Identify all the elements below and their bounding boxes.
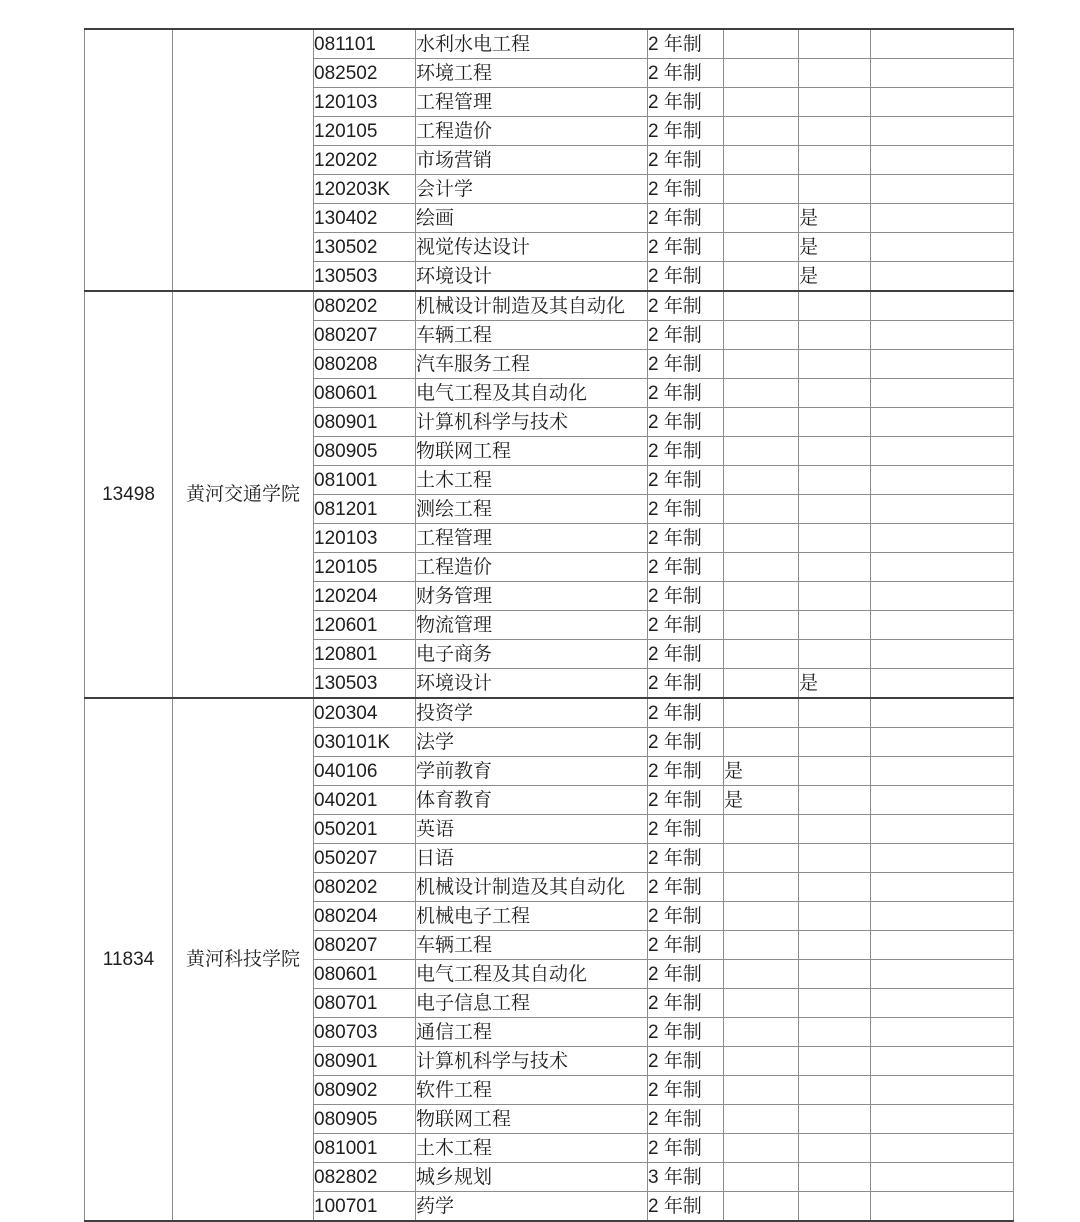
- duration-cell: 2 年制: [648, 88, 724, 117]
- major-name-cell: 土木工程: [416, 1134, 648, 1163]
- major-name-cell: 会计学: [416, 175, 648, 204]
- major-name-cell: 软件工程: [416, 1076, 648, 1105]
- remark-cell: [871, 466, 1014, 495]
- duration-cell: 2 年制: [648, 175, 724, 204]
- major-name-cell: 机械设计制造及其自动化: [416, 291, 648, 321]
- major-name-cell: 英语: [416, 815, 648, 844]
- remark-cell: [871, 553, 1014, 582]
- major-code-cell: 080902: [314, 1076, 416, 1105]
- major-name-cell: 电子商务: [416, 640, 648, 669]
- duration-cell: 2 年制: [648, 873, 724, 902]
- flag-a-cell: [724, 466, 799, 495]
- flag-b-cell: [799, 1163, 871, 1192]
- remark-cell: [871, 408, 1014, 437]
- duration-cell: 2 年制: [648, 698, 724, 728]
- remark-cell: [871, 669, 1014, 699]
- flag-b-cell: [799, 175, 871, 204]
- major-name-cell: 车辆工程: [416, 931, 648, 960]
- major-code-cell: 120105: [314, 117, 416, 146]
- remark-cell: [871, 321, 1014, 350]
- remark-cell: [871, 495, 1014, 524]
- remark-cell: [871, 350, 1014, 379]
- major-name-cell: 通信工程: [416, 1018, 648, 1047]
- major-code-cell: 030101K: [314, 728, 416, 757]
- major-name-cell: 汽车服务工程: [416, 350, 648, 379]
- flag-a-cell: [724, 931, 799, 960]
- major-name-cell: 法学: [416, 728, 648, 757]
- major-code-cell: 080204: [314, 902, 416, 931]
- duration-cell: 2 年制: [648, 815, 724, 844]
- duration-cell: 2 年制: [648, 321, 724, 350]
- remark-cell: [871, 1192, 1014, 1222]
- flag-a-cell: [724, 262, 799, 292]
- major-name-cell: 土木工程: [416, 466, 648, 495]
- duration-cell: 2 年制: [648, 291, 724, 321]
- duration-cell: 2 年制: [648, 1018, 724, 1047]
- duration-cell: 2 年制: [648, 524, 724, 553]
- major-name-cell: 水利水电工程: [416, 29, 648, 59]
- major-code-cell: 100701: [314, 1192, 416, 1222]
- flag-b-cell: 是: [799, 262, 871, 292]
- remark-cell: [871, 844, 1014, 873]
- major-name-cell: 环境设计: [416, 262, 648, 292]
- major-code-cell: 120203K: [314, 175, 416, 204]
- major-code-cell: 080601: [314, 960, 416, 989]
- flag-b-cell: [799, 466, 871, 495]
- duration-cell: 2 年制: [648, 495, 724, 524]
- duration-cell: 2 年制: [648, 379, 724, 408]
- flag-a-cell: [724, 728, 799, 757]
- remark-cell: [871, 873, 1014, 902]
- major-name-cell: 机械电子工程: [416, 902, 648, 931]
- major-code-cell: 080207: [314, 931, 416, 960]
- flag-a-cell: [724, 989, 799, 1018]
- flag-a-cell: [724, 582, 799, 611]
- duration-cell: 2 年制: [648, 437, 724, 466]
- remark-cell: [871, 611, 1014, 640]
- major-code-cell: 120103: [314, 524, 416, 553]
- major-name-cell: 物联网工程: [416, 1105, 648, 1134]
- duration-cell: 2 年制: [648, 1192, 724, 1222]
- major-name-cell: 体育教育: [416, 786, 648, 815]
- flag-a-cell: [724, 669, 799, 699]
- flag-b-cell: [799, 1018, 871, 1047]
- flag-a-cell: [724, 553, 799, 582]
- remark-cell: [871, 1018, 1014, 1047]
- major-code-cell: 081101: [314, 29, 416, 59]
- school-name-cell: [173, 29, 314, 291]
- flag-a-cell: [724, 495, 799, 524]
- flag-a-cell: [724, 379, 799, 408]
- major-name-cell: 环境设计: [416, 669, 648, 699]
- major-code-cell: 130503: [314, 669, 416, 699]
- duration-cell: 2 年制: [648, 1105, 724, 1134]
- flag-a-cell: [724, 437, 799, 466]
- duration-cell: 2 年制: [648, 59, 724, 88]
- flag-b-cell: [799, 815, 871, 844]
- remark-cell: [871, 204, 1014, 233]
- flag-b-cell: [799, 495, 871, 524]
- major-name-cell: 日语: [416, 844, 648, 873]
- duration-cell: 2 年制: [648, 960, 724, 989]
- flag-b-cell: [799, 29, 871, 59]
- flag-a-cell: [724, 204, 799, 233]
- major-name-cell: 电气工程及其自动化: [416, 960, 648, 989]
- major-code-cell: 080202: [314, 291, 416, 321]
- flag-a-cell: [724, 321, 799, 350]
- major-code-cell: 082802: [314, 1163, 416, 1192]
- duration-cell: 2 年制: [648, 1134, 724, 1163]
- flag-b-cell: [799, 611, 871, 640]
- school-code-cell: [85, 29, 173, 291]
- flag-a-cell: [724, 1105, 799, 1134]
- document-sheet: [84, 28, 1014, 1222]
- flag-b-cell: [799, 582, 871, 611]
- major-name-cell: 测绘工程: [416, 495, 648, 524]
- remark-cell: [871, 233, 1014, 262]
- remark-cell: [871, 931, 1014, 960]
- major-code-cell: 081201: [314, 495, 416, 524]
- flag-a-cell: [724, 233, 799, 262]
- major-name-cell: 工程管理: [416, 88, 648, 117]
- remark-cell: [871, 902, 1014, 931]
- duration-cell: 3 年制: [648, 1163, 724, 1192]
- flag-a-cell: [724, 815, 799, 844]
- flag-b-cell: [799, 931, 871, 960]
- major-name-cell: 机械设计制造及其自动化: [416, 873, 648, 902]
- flag-b-cell: [799, 960, 871, 989]
- school-code-cell: 11834: [85, 698, 173, 1221]
- duration-cell: 2 年制: [648, 757, 724, 786]
- remark-cell: [871, 524, 1014, 553]
- duration-cell: 2 年制: [648, 262, 724, 292]
- remark-cell: [871, 88, 1014, 117]
- major-code-cell: 080905: [314, 1105, 416, 1134]
- major-name-cell: 投资学: [416, 698, 648, 728]
- remark-cell: [871, 1163, 1014, 1192]
- major-code-cell: 130503: [314, 262, 416, 292]
- flag-b-cell: [799, 844, 871, 873]
- major-name-cell: 药学: [416, 1192, 648, 1222]
- major-code-cell: 120601: [314, 611, 416, 640]
- duration-cell: 2 年制: [648, 408, 724, 437]
- major-code-cell: 081001: [314, 1134, 416, 1163]
- flag-a-cell: 是: [724, 757, 799, 786]
- remark-cell: [871, 757, 1014, 786]
- flag-b-cell: [799, 1134, 871, 1163]
- major-code-cell: 082502: [314, 59, 416, 88]
- major-code-cell: 020304: [314, 698, 416, 728]
- major-name-cell: 工程造价: [416, 553, 648, 582]
- remark-cell: [871, 437, 1014, 466]
- flag-b-cell: [799, 524, 871, 553]
- major-code-cell: 080601: [314, 379, 416, 408]
- major-code-cell: 080202: [314, 873, 416, 902]
- flag-a-cell: [724, 960, 799, 989]
- major-code-cell: 081001: [314, 466, 416, 495]
- major-code-cell: 080703: [314, 1018, 416, 1047]
- flag-b-cell: [799, 757, 871, 786]
- major-code-cell: 120103: [314, 88, 416, 117]
- major-name-cell: 工程管理: [416, 524, 648, 553]
- remark-cell: [871, 698, 1014, 728]
- major-code-cell: 080905: [314, 437, 416, 466]
- flag-b-cell: [799, 786, 871, 815]
- flag-a-cell: [724, 117, 799, 146]
- remark-cell: [871, 582, 1014, 611]
- duration-cell: 2 年制: [648, 204, 724, 233]
- major-code-cell: 080901: [314, 408, 416, 437]
- school-name-cell: 黄河交通学院: [173, 291, 314, 698]
- remark-cell: [871, 262, 1014, 292]
- admissions-majors-table: [84, 28, 1014, 1222]
- major-name-cell: 学前教育: [416, 757, 648, 786]
- remark-cell: [871, 640, 1014, 669]
- major-name-cell: 视觉传达设计: [416, 233, 648, 262]
- duration-cell: 2 年制: [648, 553, 724, 582]
- flag-b-cell: [799, 146, 871, 175]
- flag-a-cell: [724, 1018, 799, 1047]
- major-name-cell: 计算机科学与技术: [416, 408, 648, 437]
- remark-cell: [871, 989, 1014, 1018]
- duration-cell: 2 年制: [648, 466, 724, 495]
- flag-a-cell: [724, 844, 799, 873]
- major-code-cell: 080701: [314, 989, 416, 1018]
- remark-cell: [871, 786, 1014, 815]
- flag-b-cell: 是: [799, 669, 871, 699]
- remark-cell: [871, 59, 1014, 88]
- major-code-cell: 120801: [314, 640, 416, 669]
- duration-cell: 2 年制: [648, 233, 724, 262]
- duration-cell: 2 年制: [648, 1076, 724, 1105]
- duration-cell: 2 年制: [648, 1047, 724, 1076]
- flag-b-cell: [799, 88, 871, 117]
- major-name-cell: 物联网工程: [416, 437, 648, 466]
- major-code-cell: 050207: [314, 844, 416, 873]
- duration-cell: 2 年制: [648, 117, 724, 146]
- flag-b-cell: [799, 291, 871, 321]
- flag-a-cell: [724, 29, 799, 59]
- flag-b-cell: 是: [799, 233, 871, 262]
- remark-cell: [871, 728, 1014, 757]
- table-row: [85, 291, 1014, 321]
- duration-cell: 2 年制: [648, 582, 724, 611]
- flag-b-cell: [799, 1105, 871, 1134]
- duration-cell: 2 年制: [648, 640, 724, 669]
- flag-b-cell: [799, 117, 871, 146]
- flag-a-cell: [724, 146, 799, 175]
- remark-cell: [871, 1076, 1014, 1105]
- flag-a-cell: 是: [724, 786, 799, 815]
- remark-cell: [871, 379, 1014, 408]
- major-code-cell: 130502: [314, 233, 416, 262]
- remark-cell: [871, 815, 1014, 844]
- flag-b-cell: [799, 1047, 871, 1076]
- major-name-cell: 市场营销: [416, 146, 648, 175]
- flag-b-cell: [799, 408, 871, 437]
- flag-a-cell: [724, 408, 799, 437]
- major-code-cell: 050201: [314, 815, 416, 844]
- major-name-cell: 环境工程: [416, 59, 648, 88]
- duration-cell: 2 年制: [648, 844, 724, 873]
- flag-a-cell: [724, 873, 799, 902]
- remark-cell: [871, 146, 1014, 175]
- duration-cell: 2 年制: [648, 29, 724, 59]
- duration-cell: 2 年制: [648, 902, 724, 931]
- major-code-cell: 130402: [314, 204, 416, 233]
- flag-a-cell: [724, 291, 799, 321]
- remark-cell: [871, 1105, 1014, 1134]
- major-name-cell: 绘画: [416, 204, 648, 233]
- flag-b-cell: [799, 59, 871, 88]
- remark-cell: [871, 960, 1014, 989]
- flag-a-cell: [724, 1192, 799, 1222]
- flag-b-cell: [799, 728, 871, 757]
- duration-cell: 2 年制: [648, 786, 724, 815]
- flag-b-cell: [799, 350, 871, 379]
- flag-a-cell: [724, 175, 799, 204]
- table-row: [85, 698, 1014, 728]
- major-name-cell: 电气工程及其自动化: [416, 379, 648, 408]
- remark-cell: [871, 1134, 1014, 1163]
- flag-a-cell: [724, 88, 799, 117]
- duration-cell: 2 年制: [648, 989, 724, 1018]
- flag-a-cell: [724, 698, 799, 728]
- major-code-cell: 120204: [314, 582, 416, 611]
- flag-a-cell: [724, 902, 799, 931]
- flag-b-cell: [799, 437, 871, 466]
- remark-cell: [871, 29, 1014, 59]
- remark-cell: [871, 1047, 1014, 1076]
- flag-b-cell: [799, 873, 871, 902]
- major-code-cell: 080208: [314, 350, 416, 379]
- flag-b-cell: [799, 379, 871, 408]
- major-code-cell: 080207: [314, 321, 416, 350]
- flag-b-cell: [799, 640, 871, 669]
- remark-cell: [871, 175, 1014, 204]
- flag-b-cell: [799, 902, 871, 931]
- major-code-cell: 040106: [314, 757, 416, 786]
- flag-a-cell: [724, 1047, 799, 1076]
- duration-cell: 2 年制: [648, 931, 724, 960]
- flag-a-cell: [724, 1134, 799, 1163]
- flag-a-cell: [724, 524, 799, 553]
- school-name-cell: 黄河科技学院: [173, 698, 314, 1221]
- remark-cell: [871, 291, 1014, 321]
- major-code-cell: 120202: [314, 146, 416, 175]
- duration-cell: 2 年制: [648, 350, 724, 379]
- flag-b-cell: [799, 989, 871, 1018]
- flag-a-cell: [724, 611, 799, 640]
- flag-a-cell: [724, 1163, 799, 1192]
- remark-cell: [871, 117, 1014, 146]
- flag-b-cell: 是: [799, 204, 871, 233]
- school-code-cell: 13498: [85, 291, 173, 698]
- major-code-cell: 080901: [314, 1047, 416, 1076]
- major-name-cell: 财务管理: [416, 582, 648, 611]
- major-name-cell: 工程造价: [416, 117, 648, 146]
- duration-cell: 2 年制: [648, 146, 724, 175]
- table-row: [85, 29, 1014, 59]
- table-body: [85, 29, 1014, 1221]
- major-name-cell: 计算机科学与技术: [416, 1047, 648, 1076]
- flag-a-cell: [724, 350, 799, 379]
- duration-cell: 2 年制: [648, 669, 724, 699]
- flag-b-cell: [799, 553, 871, 582]
- flag-b-cell: [799, 1192, 871, 1222]
- major-name-cell: 电子信息工程: [416, 989, 648, 1018]
- flag-a-cell: [724, 1076, 799, 1105]
- duration-cell: 2 年制: [648, 611, 724, 640]
- flag-b-cell: [799, 1076, 871, 1105]
- major-name-cell: 物流管理: [416, 611, 648, 640]
- major-code-cell: 040201: [314, 786, 416, 815]
- flag-a-cell: [724, 59, 799, 88]
- major-name-cell: 城乡规划: [416, 1163, 648, 1192]
- major-name-cell: 车辆工程: [416, 321, 648, 350]
- flag-b-cell: [799, 698, 871, 728]
- flag-a-cell: [724, 640, 799, 669]
- duration-cell: 2 年制: [648, 728, 724, 757]
- major-code-cell: 120105: [314, 553, 416, 582]
- flag-b-cell: [799, 321, 871, 350]
